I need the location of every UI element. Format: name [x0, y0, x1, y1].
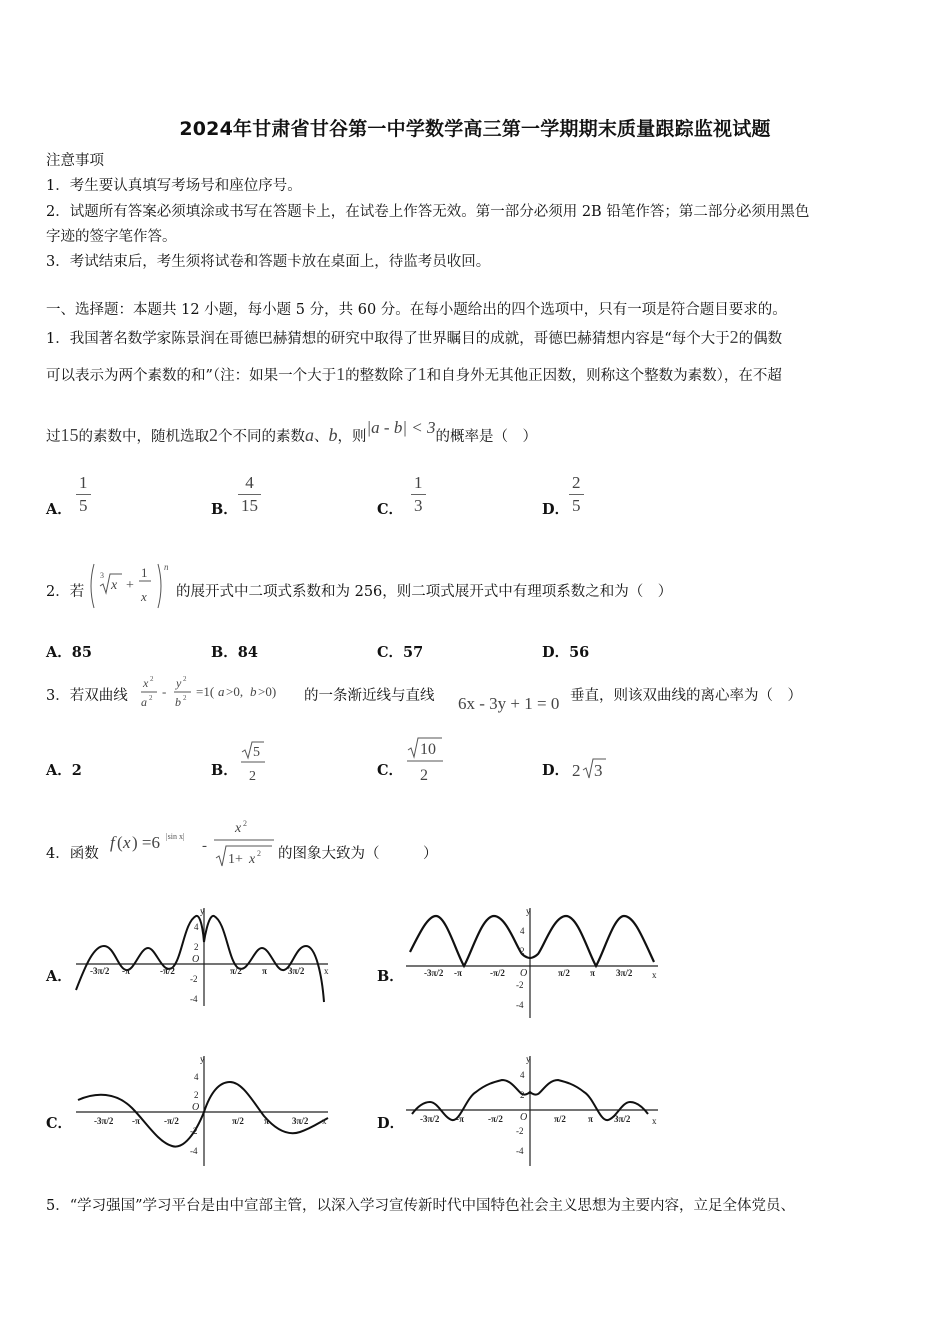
svg-text:4: 4: [520, 926, 525, 936]
svg-text:-π/2: -π/2: [488, 1114, 503, 1124]
svg-text:-2: -2: [516, 1126, 524, 1136]
q3-prefix: 3．若双曲线: [46, 688, 128, 704]
svg-text:-3π/2: -3π/2: [420, 1114, 440, 1124]
svg-text:3: 3: [594, 761, 603, 780]
svg-text:-π: -π: [454, 968, 462, 978]
svg-text:π/2: π/2: [230, 966, 242, 976]
svg-text:y: y: [200, 1054, 205, 1064]
svg-text:4: 4: [520, 1070, 525, 1080]
svg-text:1: 1: [141, 565, 148, 580]
svg-text:a: a: [218, 684, 225, 699]
svg-text:π: π: [590, 968, 595, 978]
svg-text:π: π: [588, 1114, 593, 1124]
svg-text:-π/2: -π/2: [164, 1116, 179, 1126]
svg-text:4: 4: [194, 922, 199, 932]
q2-expression: [88, 560, 176, 616]
q1-option-d-value: $\frac{2}{5}$: [569, 472, 584, 517]
svg-text:O: O: [520, 1112, 528, 1123]
svg-text:O: O: [520, 968, 528, 979]
svg-text:2: 2: [520, 1090, 525, 1100]
q3-option-b-label: B．: [211, 762, 238, 779]
q1-line3: 过15的素数中，随机选取2个不同的素数a、b，则|a - b| < 3的概率是（ ）: [46, 418, 537, 445]
svg-text:2: 2: [420, 767, 428, 784]
svg-text:x: x: [111, 578, 118, 593]
svg-text:-4: -4: [190, 994, 198, 1004]
svg-text:3π/2: 3π/2: [292, 1116, 309, 1126]
q3-option-d-label: D．: [542, 762, 570, 779]
svg-text:2: 2: [183, 675, 187, 683]
svg-text:-π: -π: [122, 966, 130, 976]
q1-option-d-label: D．: [542, 501, 570, 518]
notice-heading: 注意事项: [46, 153, 104, 169]
svg-text:3π/2: 3π/2: [614, 1114, 631, 1124]
svg-text:x: x: [322, 1116, 327, 1126]
svg-text:3: 3: [100, 571, 104, 580]
svg-text:O: O: [192, 1102, 200, 1113]
svg-text:b: b: [175, 695, 181, 709]
svg-text:>0): >0): [258, 684, 277, 699]
svg-text:) =6: ) =6: [132, 833, 160, 852]
notice-item: 字迹的签字笔作答。: [46, 229, 177, 245]
q1-option-c-value: $\frac{1}{3}$: [411, 472, 426, 517]
q2-prefix: 2．若: [46, 584, 85, 600]
svg-text:-π: -π: [456, 1114, 464, 1124]
svg-text:-4: -4: [516, 1146, 524, 1156]
svg-text:5: 5: [253, 745, 260, 760]
svg-text:-: -: [202, 838, 207, 854]
q4-function: [108, 818, 278, 878]
svg-text:-2: -2: [516, 980, 524, 990]
q1-line1: 1．我国著名数学家陈景润在哥德巴赫猜想的研究中取得了世界瞩目的成就，哥德巴赫猜想内容是“每个大于2的偶数: [46, 327, 783, 347]
notice-item: 3．考试结束后，考生须将试卷和答题卡放在桌面上，待监考员收回。: [46, 254, 491, 270]
svg-text:y: y: [526, 906, 531, 916]
svg-text:-3π/2: -3π/2: [424, 968, 444, 978]
q4-option-a-label: A．: [46, 968, 72, 985]
svg-text:O: O: [192, 954, 200, 965]
svg-text:n: n: [164, 562, 169, 572]
svg-text:2: 2: [572, 761, 581, 780]
notice-item: 1．考生要认真填写考场号和座位序号。: [46, 178, 302, 194]
svg-text:x: x: [652, 970, 657, 980]
svg-text:b: b: [250, 684, 257, 699]
q4-graph-a: [72, 902, 334, 1016]
q3-option-b-value: [238, 738, 268, 790]
svg-text:-4: -4: [516, 1000, 524, 1010]
svg-text:+: +: [126, 578, 134, 593]
q1-option-c-label: C．: [377, 501, 404, 518]
svg-text:2: 2: [183, 694, 187, 702]
q4-graph-b: [402, 902, 664, 1026]
q5-text: 5．“学习强国”学习平台是由中宣部主管，以深入学习宣传新时代中国特色社会主义思想为主要内容，立足全体党员、: [46, 1198, 796, 1214]
q3-curve: [138, 672, 304, 722]
q2-option-c: C．57: [377, 644, 424, 661]
q4-option-c-label: C．: [46, 1115, 73, 1132]
svg-text:x: x: [143, 676, 149, 690]
svg-text:10: 10: [420, 741, 436, 758]
q4-prefix: 4．函数: [46, 846, 99, 862]
q4-suffix: 的图象大致为（ ）: [278, 846, 438, 862]
svg-text:x: x: [249, 852, 256, 867]
svg-text:3π/2: 3π/2: [288, 966, 305, 976]
svg-text:π: π: [262, 966, 267, 976]
svg-text:f: f: [110, 833, 115, 852]
svg-text:x: x: [324, 966, 329, 976]
q4-graph-c: [72, 1052, 334, 1174]
notice-item: 2．试题所有答案必须填涂或书写在答题卡上，在试卷上作答无效。第一部分必须用 2B 铅笔作答；第二部分必须用黑色: [46, 204, 810, 220]
svg-text:y: y: [200, 906, 205, 916]
q1-option-b-label: B．: [211, 501, 238, 518]
svg-text:(: (: [117, 833, 123, 852]
q1-option-b-value: $\frac{4}{15}$: [238, 472, 261, 517]
q1-option-a-value: $\frac{1}{5}$: [76, 472, 91, 517]
svg-text:|sin x|: |sin x|: [166, 832, 185, 841]
q1-condition: |a - b| < 3: [366, 418, 436, 437]
svg-text:=1(: =1(: [196, 684, 215, 699]
svg-text:2: 2: [150, 675, 154, 683]
q3-option-c-value: [404, 734, 446, 790]
q4-graph-d: [402, 1052, 664, 1174]
svg-text:-π/2: -π/2: [160, 966, 175, 976]
q4-option-b-label: B．: [377, 968, 404, 985]
section-heading: 一、选择题：本题共 12 小题，每小题 5 分，共 60 分。在每小题给出的四个选项中，只有一项是符合题目要求的。: [46, 302, 787, 318]
svg-text:-π/2: -π/2: [490, 968, 505, 978]
q1-line2: 可以表示为两个素数的和”（注：如果一个大于1的整数除了1和自身外无其他正因数，则称这个整数为素数），在不超: [46, 364, 782, 384]
q3-line-equation: 6x - 3y + 1 = 0: [458, 694, 560, 713]
svg-text:-2: -2: [190, 974, 198, 984]
svg-text:2: 2: [243, 819, 247, 828]
svg-text:3π/2: 3π/2: [616, 968, 633, 978]
svg-text:π: π: [264, 1116, 269, 1126]
svg-text:π/2: π/2: [554, 1114, 566, 1124]
svg-text:-3π/2: -3π/2: [90, 966, 110, 976]
q3-option-d-value: [570, 754, 610, 788]
q3-option-a: A．2: [46, 762, 82, 779]
svg-text:2: 2: [257, 849, 261, 858]
svg-text:4: 4: [194, 1072, 199, 1082]
svg-text:>0,: >0,: [226, 684, 244, 699]
svg-text:π/2: π/2: [558, 968, 570, 978]
svg-text:2: 2: [520, 946, 525, 956]
q2-option-a: A．85: [46, 644, 92, 661]
svg-text:π/2: π/2: [232, 1116, 244, 1126]
q2-option-b: B．84: [211, 644, 258, 661]
q3-option-c-label: C．: [377, 762, 404, 779]
q4-option-d-label: D．: [377, 1115, 405, 1132]
svg-text:y: y: [526, 1054, 531, 1064]
svg-text:-: -: [162, 684, 167, 699]
q1-option-a-label: A．: [46, 501, 72, 518]
svg-text:-π: -π: [132, 1116, 140, 1126]
svg-text:x: x: [235, 821, 242, 836]
svg-text:y: y: [176, 676, 182, 690]
svg-text:-3π/2: -3π/2: [94, 1116, 114, 1126]
svg-text:x: x: [652, 1116, 657, 1126]
svg-text:1+: 1+: [228, 852, 243, 867]
svg-text:2: 2: [194, 942, 199, 952]
svg-text:a: a: [141, 695, 147, 709]
page-title: 2024年甘肃省甘谷第一中学数学高三第一学期期末质量跟踪监视试题: [179, 118, 771, 140]
svg-text:-2: -2: [190, 1126, 198, 1136]
q2-text: 的展开式中二项式系数和为 256，则二项式展开式中有理项系数之和为（ ）: [176, 584, 673, 600]
svg-text:-4: -4: [190, 1146, 198, 1156]
svg-text:2: 2: [249, 769, 256, 784]
q3-suffix: 垂直，则该双曲线的离心率为（ ）: [570, 688, 802, 704]
svg-text:x: x: [123, 833, 131, 852]
svg-text:2: 2: [149, 694, 153, 702]
q2-option-d: D．56: [542, 644, 590, 661]
q3-mid: 的一条渐近线与直线: [304, 688, 435, 704]
svg-text:2: 2: [194, 1090, 199, 1100]
svg-text:x: x: [141, 589, 147, 604]
